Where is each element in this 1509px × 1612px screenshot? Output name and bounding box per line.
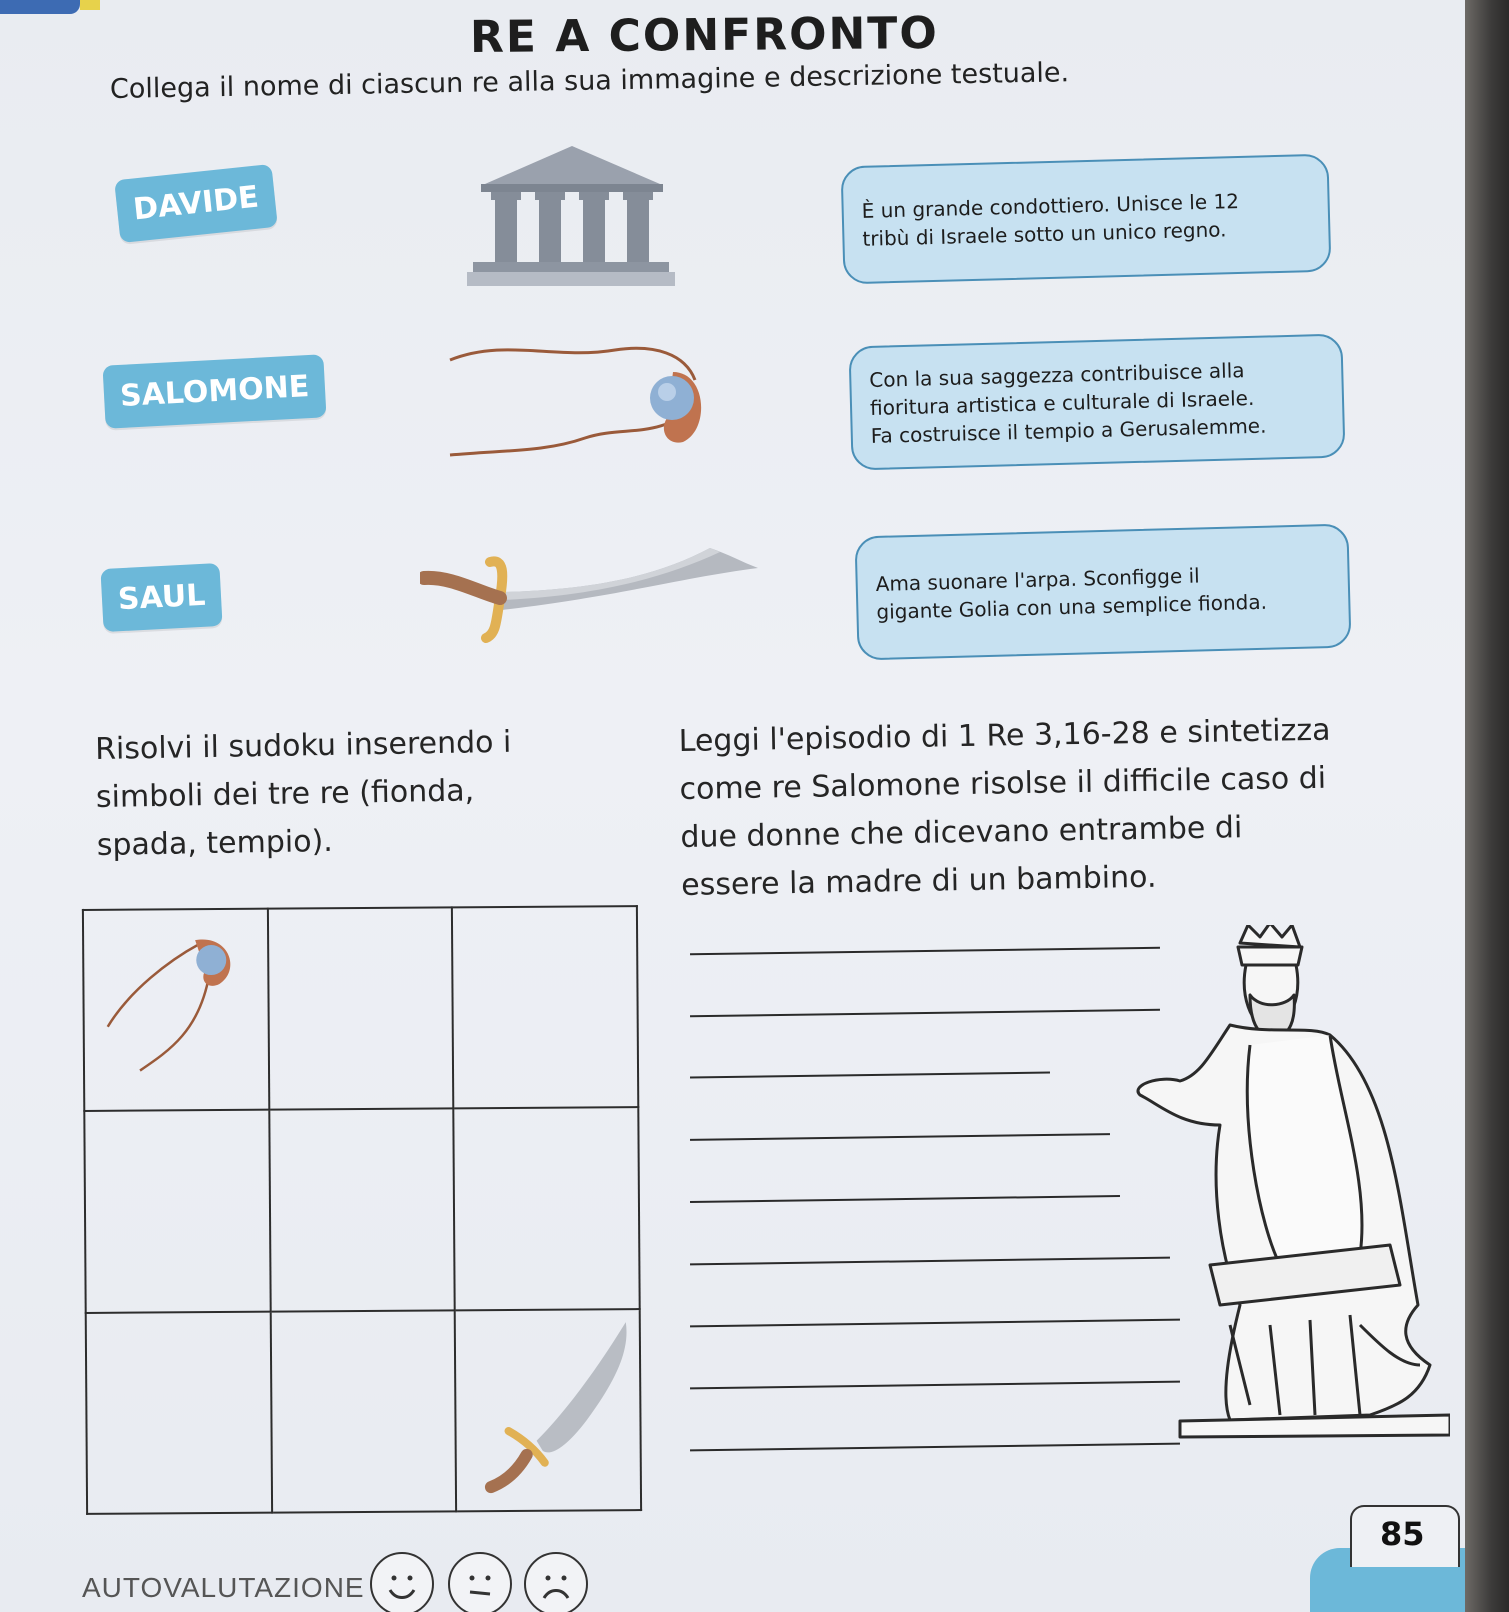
description-line: Fa costruisce il tempio a Gerusalemme. [870, 413, 1267, 448]
sudoku-cell[interactable] [269, 1109, 455, 1312]
description-box-1[interactable] [841, 154, 1332, 285]
sad-face-icon[interactable] [524, 1552, 588, 1612]
reading-instruction-line: Leggi l'episodio di 1 Re 3,16-28 e sintetizza [678, 712, 1331, 760]
sudoku-instruction-line: simboli dei tre re (fionda, [95, 773, 475, 815]
king-tag-davide[interactable]: DAVIDE [114, 164, 278, 243]
writing-line[interactable] [690, 1195, 1120, 1203]
corner-tab [0, 0, 80, 14]
self-assessment-label: AUTOVALUTAZIONE [82, 1572, 365, 1603]
sudoku-cell[interactable] [84, 1110, 270, 1313]
reading-instruction-line: essere la madre di un bambino. [680, 859, 1157, 903]
sudoku-instruction [95, 719, 514, 870]
page-number: 85 [1380, 1515, 1425, 1553]
reading-instruction [678, 707, 1333, 910]
description-line: È un grande condottiero. Unisce le 12 [861, 188, 1240, 223]
writing-line[interactable] [690, 1257, 1170, 1266]
description-line: Con la sua saggezza contribuisce alla [869, 358, 1245, 392]
temple-icon[interactable] [465, 140, 680, 295]
description-line: Ama suonare l'arpa. Sconfigge il [875, 563, 1200, 596]
corner-accent [80, 0, 100, 10]
book-spine [1465, 0, 1509, 1612]
description-box-3[interactable] [854, 524, 1351, 661]
page-title: RE A CONFRONTO [469, 7, 939, 64]
description-line: fioritura artistica e culturale di Israele. [869, 385, 1255, 420]
writing-line[interactable] [690, 1009, 1160, 1018]
description-line: gigante Golia con una semplice fionda. [876, 589, 1268, 624]
sword-icon[interactable] [420, 540, 770, 645]
sudoku-cell[interactable] [452, 906, 638, 1109]
description-line: tribù di Israele sotto un unico regno. [862, 217, 1227, 251]
sling-icon [99, 930, 250, 1081]
writing-line[interactable] [690, 947, 1160, 956]
sword-icon [466, 1320, 637, 1501]
reading-instruction-line: due donne che dicevano entrambe di [680, 810, 1243, 855]
instruction: Collega il nome di ciascun re alla sua immagine e descrizione testuale. [109, 57, 1070, 105]
king-solomon-illustration [1100, 925, 1450, 1465]
neutral-face-icon[interactable] [448, 1552, 512, 1612]
sudoku-cell[interactable] [83, 909, 269, 1112]
reading-instruction-line: come re Salomone risolse il difficile caso di [679, 760, 1327, 808]
sudoku-cell[interactable] [455, 1309, 641, 1512]
sudoku-instruction-line: spada, tempio). [96, 823, 334, 863]
sudoku-cell[interactable] [86, 1311, 272, 1514]
sudoku-grid [82, 905, 642, 1515]
description-box-2[interactable] [848, 334, 1345, 471]
sudoku-cell[interactable] [268, 907, 454, 1110]
sudoku-instruction-line: Risolvi il sudoku inserendo i [94, 724, 512, 768]
king-tag-salomone[interactable]: SALOMONE [103, 354, 327, 428]
sudoku-cell[interactable] [270, 1310, 456, 1513]
writing-line[interactable] [690, 1071, 1050, 1078]
writing-line[interactable] [690, 1133, 1110, 1141]
king-tag-saul[interactable]: SAUL [100, 563, 223, 632]
happy-face-icon[interactable] [370, 1552, 434, 1612]
sudoku-cell[interactable] [454, 1107, 640, 1310]
sling-icon[interactable] [445, 330, 715, 465]
